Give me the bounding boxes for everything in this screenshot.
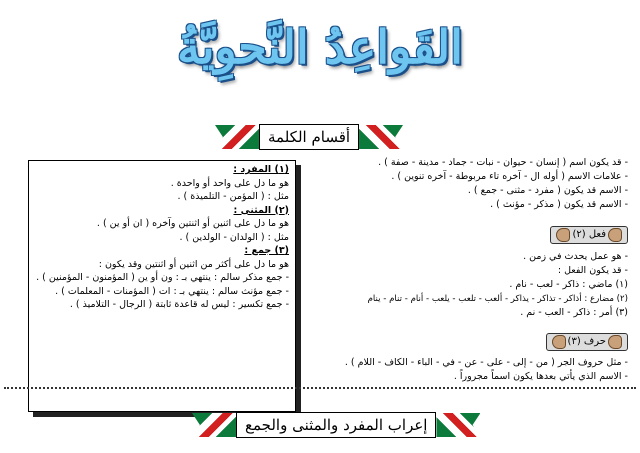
- flag-right-decoration: [436, 413, 480, 437]
- text-line: - الاسم الذي يأتي بعدها يكون اسماً مجروراً .: [453, 371, 628, 382]
- harf-label-badge: [546, 333, 628, 351]
- dotted-divider: [4, 387, 636, 389]
- banner-label: أقسام الكلمة: [259, 124, 359, 150]
- text-line: - قد يكون الفعل :: [557, 265, 628, 276]
- verb-heading-row: [298, 226, 628, 247]
- flag-left-decoration: [192, 413, 236, 437]
- page-title: القَواعِدُ النَّحوِيَّةُ: [177, 20, 463, 74]
- verb-section: [298, 250, 628, 320]
- box-line: - جمع مؤنث سالم : ينتهي بـ : ات ( المؤمنات - المعلمات ) .: [55, 285, 289, 297]
- section-banner-word-parts: [215, 124, 403, 150]
- text-line: - علامات الاسم ( أوله ال - آخره تاء مربوطة - آخره تنوين ) .: [391, 171, 628, 182]
- box-line: - جمع تكسير : ليس له قاعدة ثابتة ( الرجال - التلاميذ ) .: [69, 299, 289, 310]
- hand-icon: [608, 228, 622, 242]
- noun-section: [298, 156, 628, 212]
- verb-label-badge: [550, 226, 628, 244]
- text-line: - هو عمل يحدث في زمن .: [523, 251, 628, 262]
- hand-icon: [556, 228, 570, 242]
- text-line: (٢) مضارع : أذاكر - تذاكر - يذاكر - ألعب - تلعب - يلعب - أنام - تنام - ينام: [367, 294, 628, 304]
- harf-section: [298, 356, 628, 384]
- text-line: - مثل حروف الجر ( من - إلى - على - عن - في - الباء - الكاف - اللام ) .: [344, 357, 628, 368]
- verb-label: (٢) فعل: [572, 229, 606, 240]
- box-line: مثل : ( المؤمن - التلميذة ) .: [177, 191, 289, 202]
- text-line: - الاسم قد يكون ( مذكر - مؤنث ) .: [490, 199, 628, 210]
- section-banner-parsing: [192, 412, 480, 438]
- text-line: (٣) أمر : ذاكر - العب - نم .: [520, 307, 628, 318]
- box-line: (٢) المثنى :: [233, 204, 289, 216]
- box-line: هو ما دل على أكثر من اثنين أو اثنتين وقد يكون :: [98, 258, 289, 270]
- banner-label: إعراب المفرد والمثنى والجمع: [236, 412, 436, 438]
- number-box: [28, 160, 296, 412]
- box-line: - جمع مذكر سالم : ينتهي بـ : ون أو ين ( المؤمنون - المؤمنين ) .: [36, 272, 289, 283]
- text-line: (١) ماضي : ذاكر - لعب - نام .: [509, 279, 628, 290]
- flag-right-decoration: [359, 125, 403, 149]
- box-line: مثل : ( الولدان - الولدين ) .: [179, 231, 289, 243]
- harf-heading-row: [298, 333, 628, 354]
- text-line: - قد يكون اسم ( إنسان - حيوان - نبات - جماد - مدينة - صفة ) .: [378, 157, 628, 168]
- box-line: (١) المفرد :: [233, 164, 289, 175]
- text-line: - الاسم قد يكون ( مفرد - مثنى - جمع ) .: [467, 185, 628, 196]
- box-line: (٣) جمع :: [244, 245, 289, 256]
- box-line: هو ما دل على اثنين أو اثنتين وآخره ( ان أو ين ) .: [96, 218, 289, 229]
- box-line: هو ما دل على واحد أو واحدة .: [170, 177, 289, 189]
- hand-icon: [552, 335, 566, 349]
- flag-left-decoration: [215, 125, 259, 149]
- harf-label: (٣) حرف: [567, 336, 606, 347]
- hand-icon: [608, 335, 622, 349]
